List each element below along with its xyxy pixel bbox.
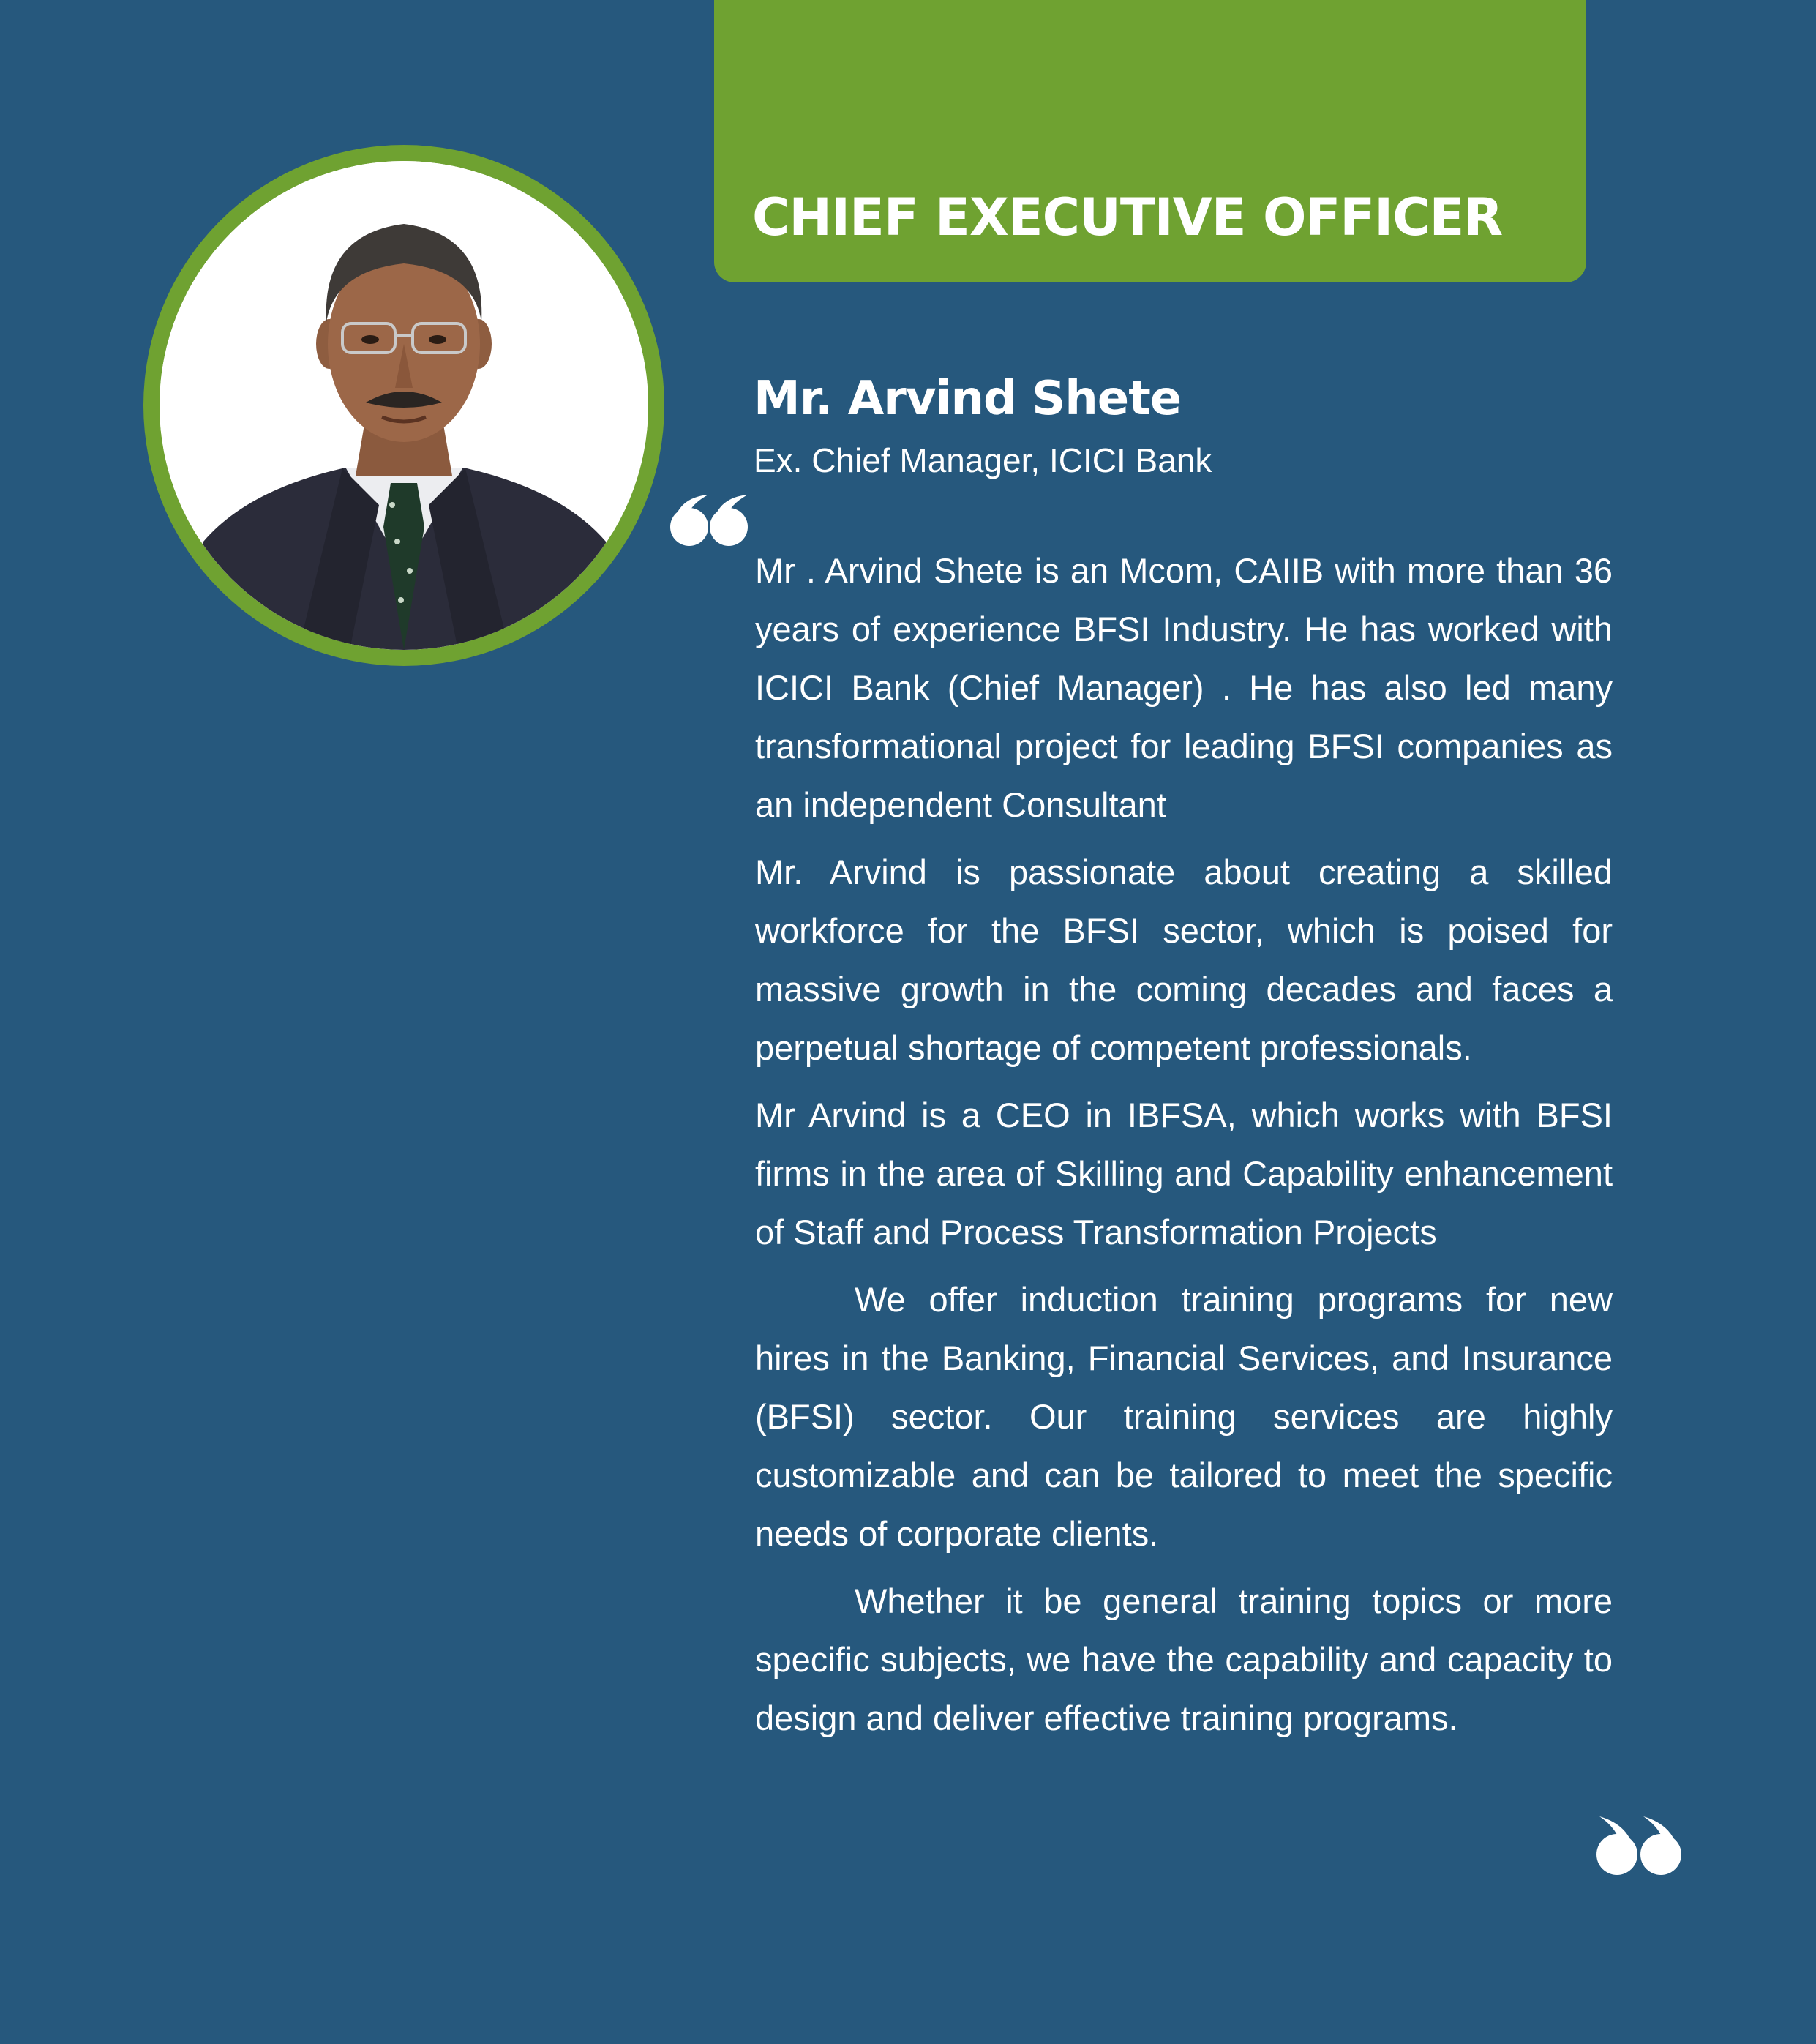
biography (755, 542, 1613, 1756)
title-banner (714, 0, 1586, 282)
quote-close-icon (1592, 1812, 1686, 1878)
bio-paragraph-ceo-role: Mr Arvind is a CEO in IBFSA, which works with BFSI firms in the area of Skilling and Capability enhancement of Staff and Process Transformation Projects (755, 1096, 1613, 1251)
bio-paragraph-passion: Mr. Arvind is passionate about creating a skilled workforce for the BFSI sector, which is poised for massive growth in the coming decades and faces a perpetual shortage of competent professionals. (755, 853, 1613, 1067)
person-portrait (160, 161, 648, 650)
portrait-frame (143, 145, 664, 666)
page-title: CHIEF EXECUTIVE OFFICER (752, 187, 1503, 247)
bio-paragraph-induction: We offer induction training programs for new hires in the Banking, Financial Services, and Insurance (BFSI) sector. Our training services are highly customizable and can be tailored to meet the specific needs of corporate clients. (755, 1280, 1613, 1553)
bio-paragraph-capability: Whether it be general training topics or more specific subjects, we have the capability and capacity to design and deliver effective training programs. (755, 1581, 1613, 1737)
person-role: Ex. Chief Manager, ICICI Bank (754, 441, 1212, 479)
person-name: Mr. Arvind Shete (754, 372, 1182, 426)
person-portrait-illustration (160, 161, 648, 650)
bio-paragraph-education: Mr . Arvind Shete is an Mcom, CAIIB with more than 36 years of experience BFSI Industry. He has worked with ICICI Bank (Chief Manager) . He has also led many transformational project for leading BFSI companies as an independent Consultant (755, 551, 1613, 824)
quote-open-icon (667, 492, 754, 555)
